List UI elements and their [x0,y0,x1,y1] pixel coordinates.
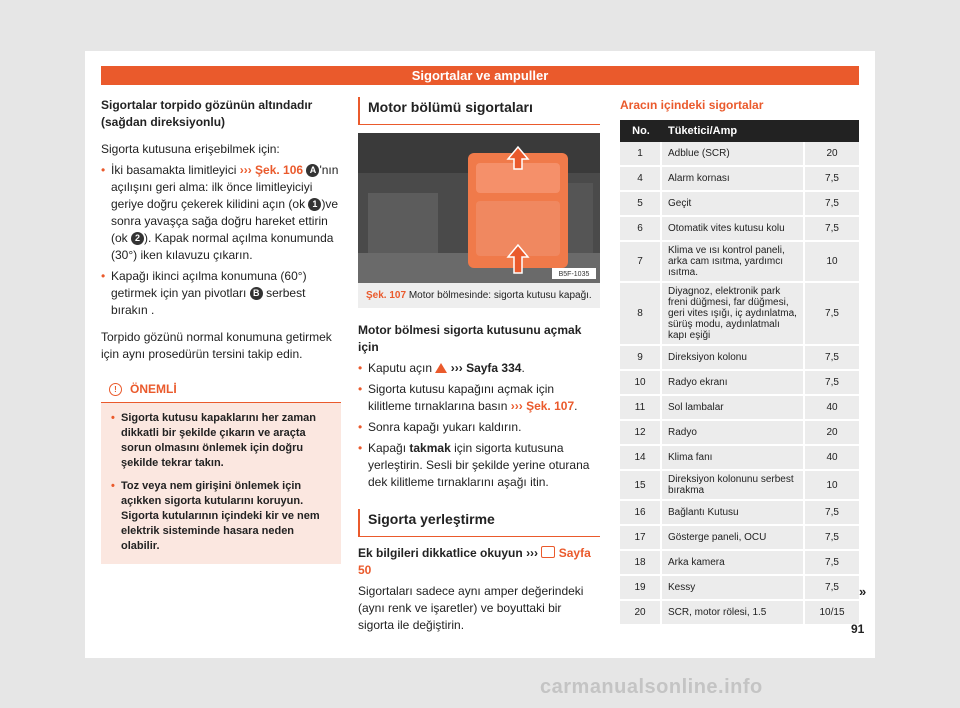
cell-no: 11 [620,396,662,421]
table-row [620,601,859,626]
additional-info-subheading [358,545,600,579]
continue-arrow: » [859,584,867,599]
text: takmak [409,441,451,455]
middle-bullet-3: • Sonra kapağı yukarı kaldırın. [358,419,600,436]
cell-amp: 7,5 [805,576,859,601]
watermark: carmanualsonline.info [540,676,763,698]
notice-bullet-1: • Sigorta kutusu kapaklarını her zaman dikkatli bir şekilde çıkarın ve araçta sorun olmasını önlemek için doğru şekilde tekrar takın. [111,411,331,471]
table-row [620,446,859,471]
cell-no: 16 [620,501,662,526]
cell-desc: Adblue (SCR) [662,142,805,167]
table-row [620,576,859,601]
left-bullet-1 [101,162,341,264]
notice-bullet-2: • Toz veya nem girişini önlemek için açıkken sigorta kutularını koruyun. Sigorta kutularının içindeki kir ve nem elektrik sisteminde hasara neden olabilir. [111,479,331,554]
cell-desc: Otomatik vites kutusu kolu [662,217,805,242]
label-a-badge: A [306,164,319,177]
table-row [620,471,859,501]
cell-amp: 40 [805,446,859,471]
cell-no: 20 [620,601,662,626]
cell-amp: 7,5 [805,283,859,346]
table-row [620,192,859,217]
arrow-1-badge: 1 [308,198,321,211]
text: serbest bırakın . [111,286,306,317]
notice-box [101,377,341,564]
text: Kapağı [368,441,407,455]
cell-amp: 7,5 [805,167,859,192]
cell-amp: 20 [805,421,859,446]
cell-no: 12 [620,421,662,446]
cell-amp: 7,5 [805,217,859,242]
table-row [620,167,859,192]
cell-desc: Klima fanı [662,446,805,471]
table-row [620,371,859,396]
notice-header [101,377,341,403]
cell-no: 17 [620,526,662,551]
ref-link-fig106[interactable]: ››› Şek. 106 [239,163,304,177]
cell-desc: Geçit [662,192,805,217]
cell-amp: 7,5 [805,192,859,217]
fuse-placement-heading: Sigorta yerleştirme [358,509,600,537]
text: Kapağı ikinci açılma konumuna (60°) getirmek için yan pivotları [111,269,307,300]
page-number: 91 [851,622,865,636]
info-icon: ! [109,383,122,396]
table-row [620,283,859,346]
engine-bay-photo [358,133,600,283]
ref-link-page334[interactable]: ››› Sayfa 334 [450,361,522,375]
table-row [620,346,859,371]
col-no: No. [620,120,662,142]
left-bullet-2 [101,268,341,319]
cell-desc: Radyo [662,421,805,446]
cell-no: 18 [620,551,662,576]
cell-desc: Kessy [662,576,805,601]
text: ). Kapak normal açılma konumunda (30°) iken kılavuzu çıkarın. [111,231,334,262]
text: )ve sonra yavaşça sağa doğru hareket ettirin (ok [111,197,339,245]
table-row [620,551,859,576]
table-row [620,217,859,242]
cell-no: 7 [620,242,662,283]
text: Ek bilgileri dikkatlice okuyun [358,546,523,560]
section-header: Sigortalar ve ampuller [101,66,859,85]
text: İki basamakta limitleyici [111,163,237,177]
engine-fuses-heading: Motor bölümü sigortaları [358,97,600,125]
cell-desc: Gösterge paneli, OCU [662,526,805,551]
middle-column [358,97,600,644]
table-header-row [620,120,859,142]
cell-no: 14 [620,446,662,471]
cell-no: 19 [620,576,662,601]
right-column [620,97,859,626]
middle-paragraph: Sigortaları sadece aynı amper değerindeki (aynı renk ve işaretler) ve boyuttaki bir sigorta ile değiştirin. [358,584,584,632]
cell-desc: Alarm kornası [662,167,805,192]
text: 'nın açılışını geri alma: ilk önce limitleyiciyi geriye doğru çekerek kilidini açın (ok [111,163,339,211]
cell-amp: 10 [805,242,859,283]
cell-desc: Direksiyon kolonu [662,346,805,371]
cell-no: 4 [620,167,662,192]
cell-no: 1 [620,142,662,167]
caption-ref: Şek. 107 [366,290,407,301]
left-intro: Sigorta kutusuna erişebilmek için: [101,142,280,156]
table-row [620,396,859,421]
text: için sigorta kutusuna yerleştirin. Sesli bir şekilde yerine oturana dek kilitleme tırnaklarını aşağı itin. [368,441,590,489]
left-paragraph: Torpido gözünü normal konumuna getirmek için aynı prosedürün tersini takip edin. [101,330,332,361]
text: Kaputu açın [368,361,433,375]
cell-desc: Arka kamera [662,551,805,576]
cell-amp: 20 [805,142,859,167]
cell-no: 9 [620,346,662,371]
cell-amp: 10 [805,471,859,501]
left-column [101,97,341,564]
cell-amp: 10/15 [805,601,859,626]
cell-desc: Radyo ekranı [662,371,805,396]
cell-no: 10 [620,371,662,396]
open-fusebox-subheading: Motor bölmesi sigorta kutusunu açmak için [358,323,582,354]
left-heading: Sigortalar torpido gözünün altındadır (sağdan direksiyonlu) [101,98,313,129]
table-row [620,242,859,283]
cell-amp: 7,5 [805,526,859,551]
table-row [620,421,859,446]
cell-amp: 40 [805,396,859,421]
cell-no: 8 [620,283,662,346]
warning-icon [435,363,447,373]
table-title: Aracın içindeki sigortalar [620,98,764,112]
text: ››› [526,546,539,560]
figure-caption [358,283,600,308]
table-row [620,526,859,551]
col-desc: Tüketici/Amp [662,120,859,142]
cell-no: 15 [620,471,662,501]
notice-title: ÖNEMLİ [130,382,177,396]
label-b-badge: B [250,287,263,300]
cell-no: 5 [620,192,662,217]
table-row [620,142,859,167]
book-icon [541,546,555,558]
cell-desc: Direksiyon kolonunu serbest bırakma [662,471,805,501]
photo-code: B5F-1035 [558,271,590,278]
cell-amp: 7,5 [805,371,859,396]
table-row [620,501,859,526]
arrow-2-badge: 2 [131,232,144,245]
cell-desc: Bağlantı Kutusu [662,501,805,526]
cell-desc: SCR, motor rölesi, 1.5 [662,601,805,626]
cell-amp: 7,5 [805,551,859,576]
text: . [521,361,525,375]
cell-amp: 7,5 [805,346,859,371]
middle-bullet-2 [358,381,600,415]
ref-link-page50[interactable]: Sayfa 50 [358,546,591,577]
middle-bullet-1 [358,360,600,377]
cell-desc: Diyagnoz, elektronik park freni düğmesi, far düğmesi, geri vites ışığı, iç aydınlatma, sürüş modu, aydınlatmalı kapı eşiği [662,283,805,346]
cell-desc: Klima ve ısı kontrol paneli, arka cam ısıtma, yardımcı ısıtma. [662,242,805,283]
fuse-table [620,120,859,626]
caption-text: Motor bölmesinde: sigorta kutusu kapağı. [408,290,592,301]
cell-amp: 7,5 [805,501,859,526]
text: Sigorta kutusu kapağını açmak için kilitleme tırnaklarına basın [368,382,555,413]
cell-no: 6 [620,217,662,242]
middle-bullet-4 [358,440,600,491]
text: . [574,399,578,413]
ref-link-fig107[interactable]: ››› Şek. 107 [510,399,575,413]
cell-desc: Sol lambalar [662,396,805,421]
